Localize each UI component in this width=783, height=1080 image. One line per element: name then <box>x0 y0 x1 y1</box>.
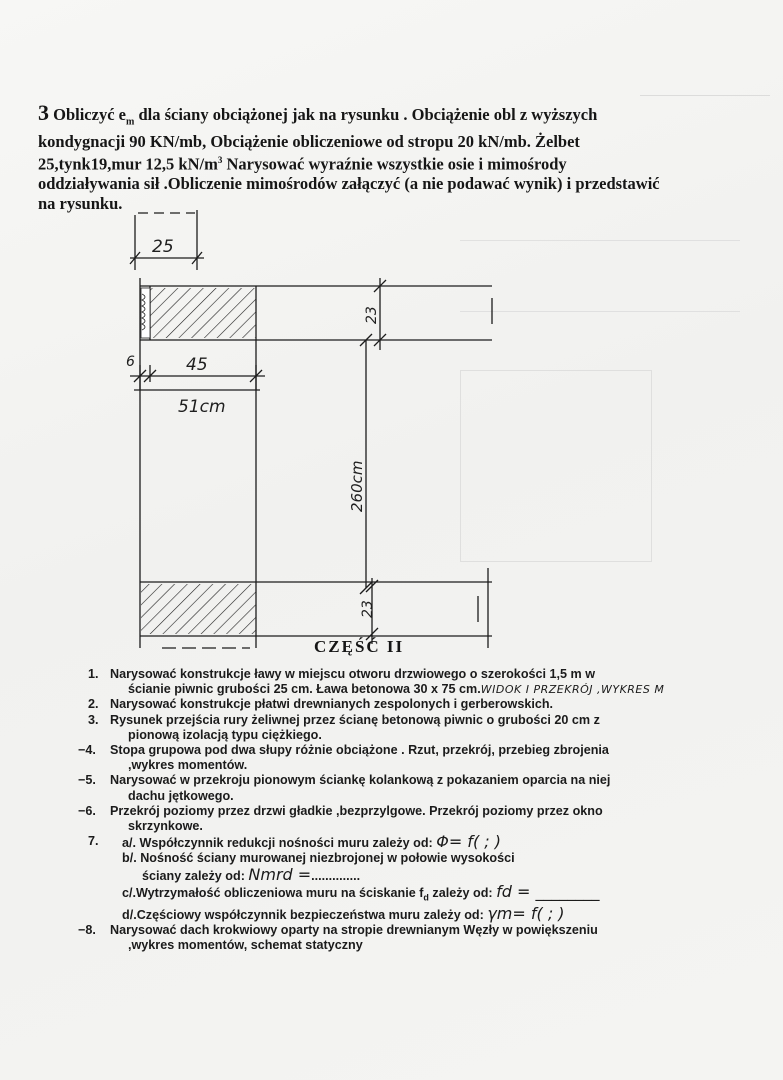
task-number: 3 <box>38 100 49 125</box>
list-item: 3. Rysunek przejścia rury żeliwnej przez ścianę betonową piwnic o grubości 20 cm z pionową izolacją typu ciężkiego. <box>88 712 600 742</box>
dim-label-45: 45 <box>186 355 208 375</box>
concrete-slab-hatch <box>141 584 256 634</box>
dim-label-260: 260cm <box>348 460 366 512</box>
dim-label-23-bottom: 23 <box>360 600 376 618</box>
list-item: 1. Narysować konstrukcje ławy w miejscu otworu drzwiowego o szerokości 1,5 m w ścianie piwnic grubości 25 cm. Ława betonowa 30 x 75 cm.WIDOK I PRZEKRÓJ ,WYKRES M <box>88 667 665 697</box>
handwritten-formula: fd = ________ <box>496 881 600 901</box>
dim-label-23-top: 23 <box>364 306 380 324</box>
list-item: −6. Przekrój poziomy przez drzwi gładkie ,bezprzylgowe. Przekrój poziomy przez okno skrzynkowe. <box>78 803 603 834</box>
dim-label-51: 51cm <box>178 397 226 417</box>
list-item: 7. a/. Współczynnik redukcji nośności muru zależy od: Φ= f( ; ) b/. Nośność ściany murowanej niezbrojonej w połowie wysokości ściany zależy od: Nmrd =.............. c/.Wytrzymałość obliczeniowa muru na ściskanie $f_d$ zależy od: fd = ________ d/.Częściowy współczynnik bezpieczeństwa muru zależy od: γm= f( ; ) <box>88 832 600 923</box>
concrete-slab-hatch <box>150 288 256 338</box>
dim-label-6: 6 <box>126 354 135 370</box>
part-heading: CZĘŚĆ II <box>314 637 405 656</box>
handwritten-formula: Nmrd = <box>248 864 312 884</box>
list-item: −8. Narysować dach krokwiowy oparty na stropie drewnianym Węzły w powiększeniu ,wykres momentów, schemat statyczny <box>78 922 598 952</box>
handwritten-formula: γm= f( ; ) <box>487 903 565 923</box>
list-item: −5. Narysować w przekroju pionowym ściankę kolankową z pokazaniem oparcia na niej dachu jętkowego. <box>78 773 611 803</box>
dim-label-25: 25 <box>152 237 174 257</box>
wall-section-drawing <box>100 200 520 650</box>
question-list <box>78 667 748 953</box>
list-item: −4. Stopa grupowa pod dwa słupy różnie obciążone . Rzut, przekrój, przebieg zbrojenia ,wykres momentów. <box>78 743 609 773</box>
handwritten-formula: Φ= f( ; ) <box>436 832 501 852</box>
list-item: 2. Narysować konstrukcje płatwi drewnianych zespolonych i gerberowskich. <box>88 697 554 712</box>
task-3-statement: 3 Obliczyć $e_m$ dla ściany obciążonej jak na rysunku . Obciążenie obl z wyższych kondygnacji 90 KN/mb, Obciążenie obliczeniowe od stropu 20 kN/mb. Żelbet 25,tynk19,mur 12,5 $kN/m^3$ Narysować wyraźnie wszystkie osie i mimośrody oddziaływania sił .Obliczenie mimośrodów załączyć (a nie podawać wynik) i przedstawić na rysunku. <box>38 100 660 213</box>
handwritten-note: WIDOK I PRZEKRÓJ ,WYKRES M <box>480 683 665 697</box>
